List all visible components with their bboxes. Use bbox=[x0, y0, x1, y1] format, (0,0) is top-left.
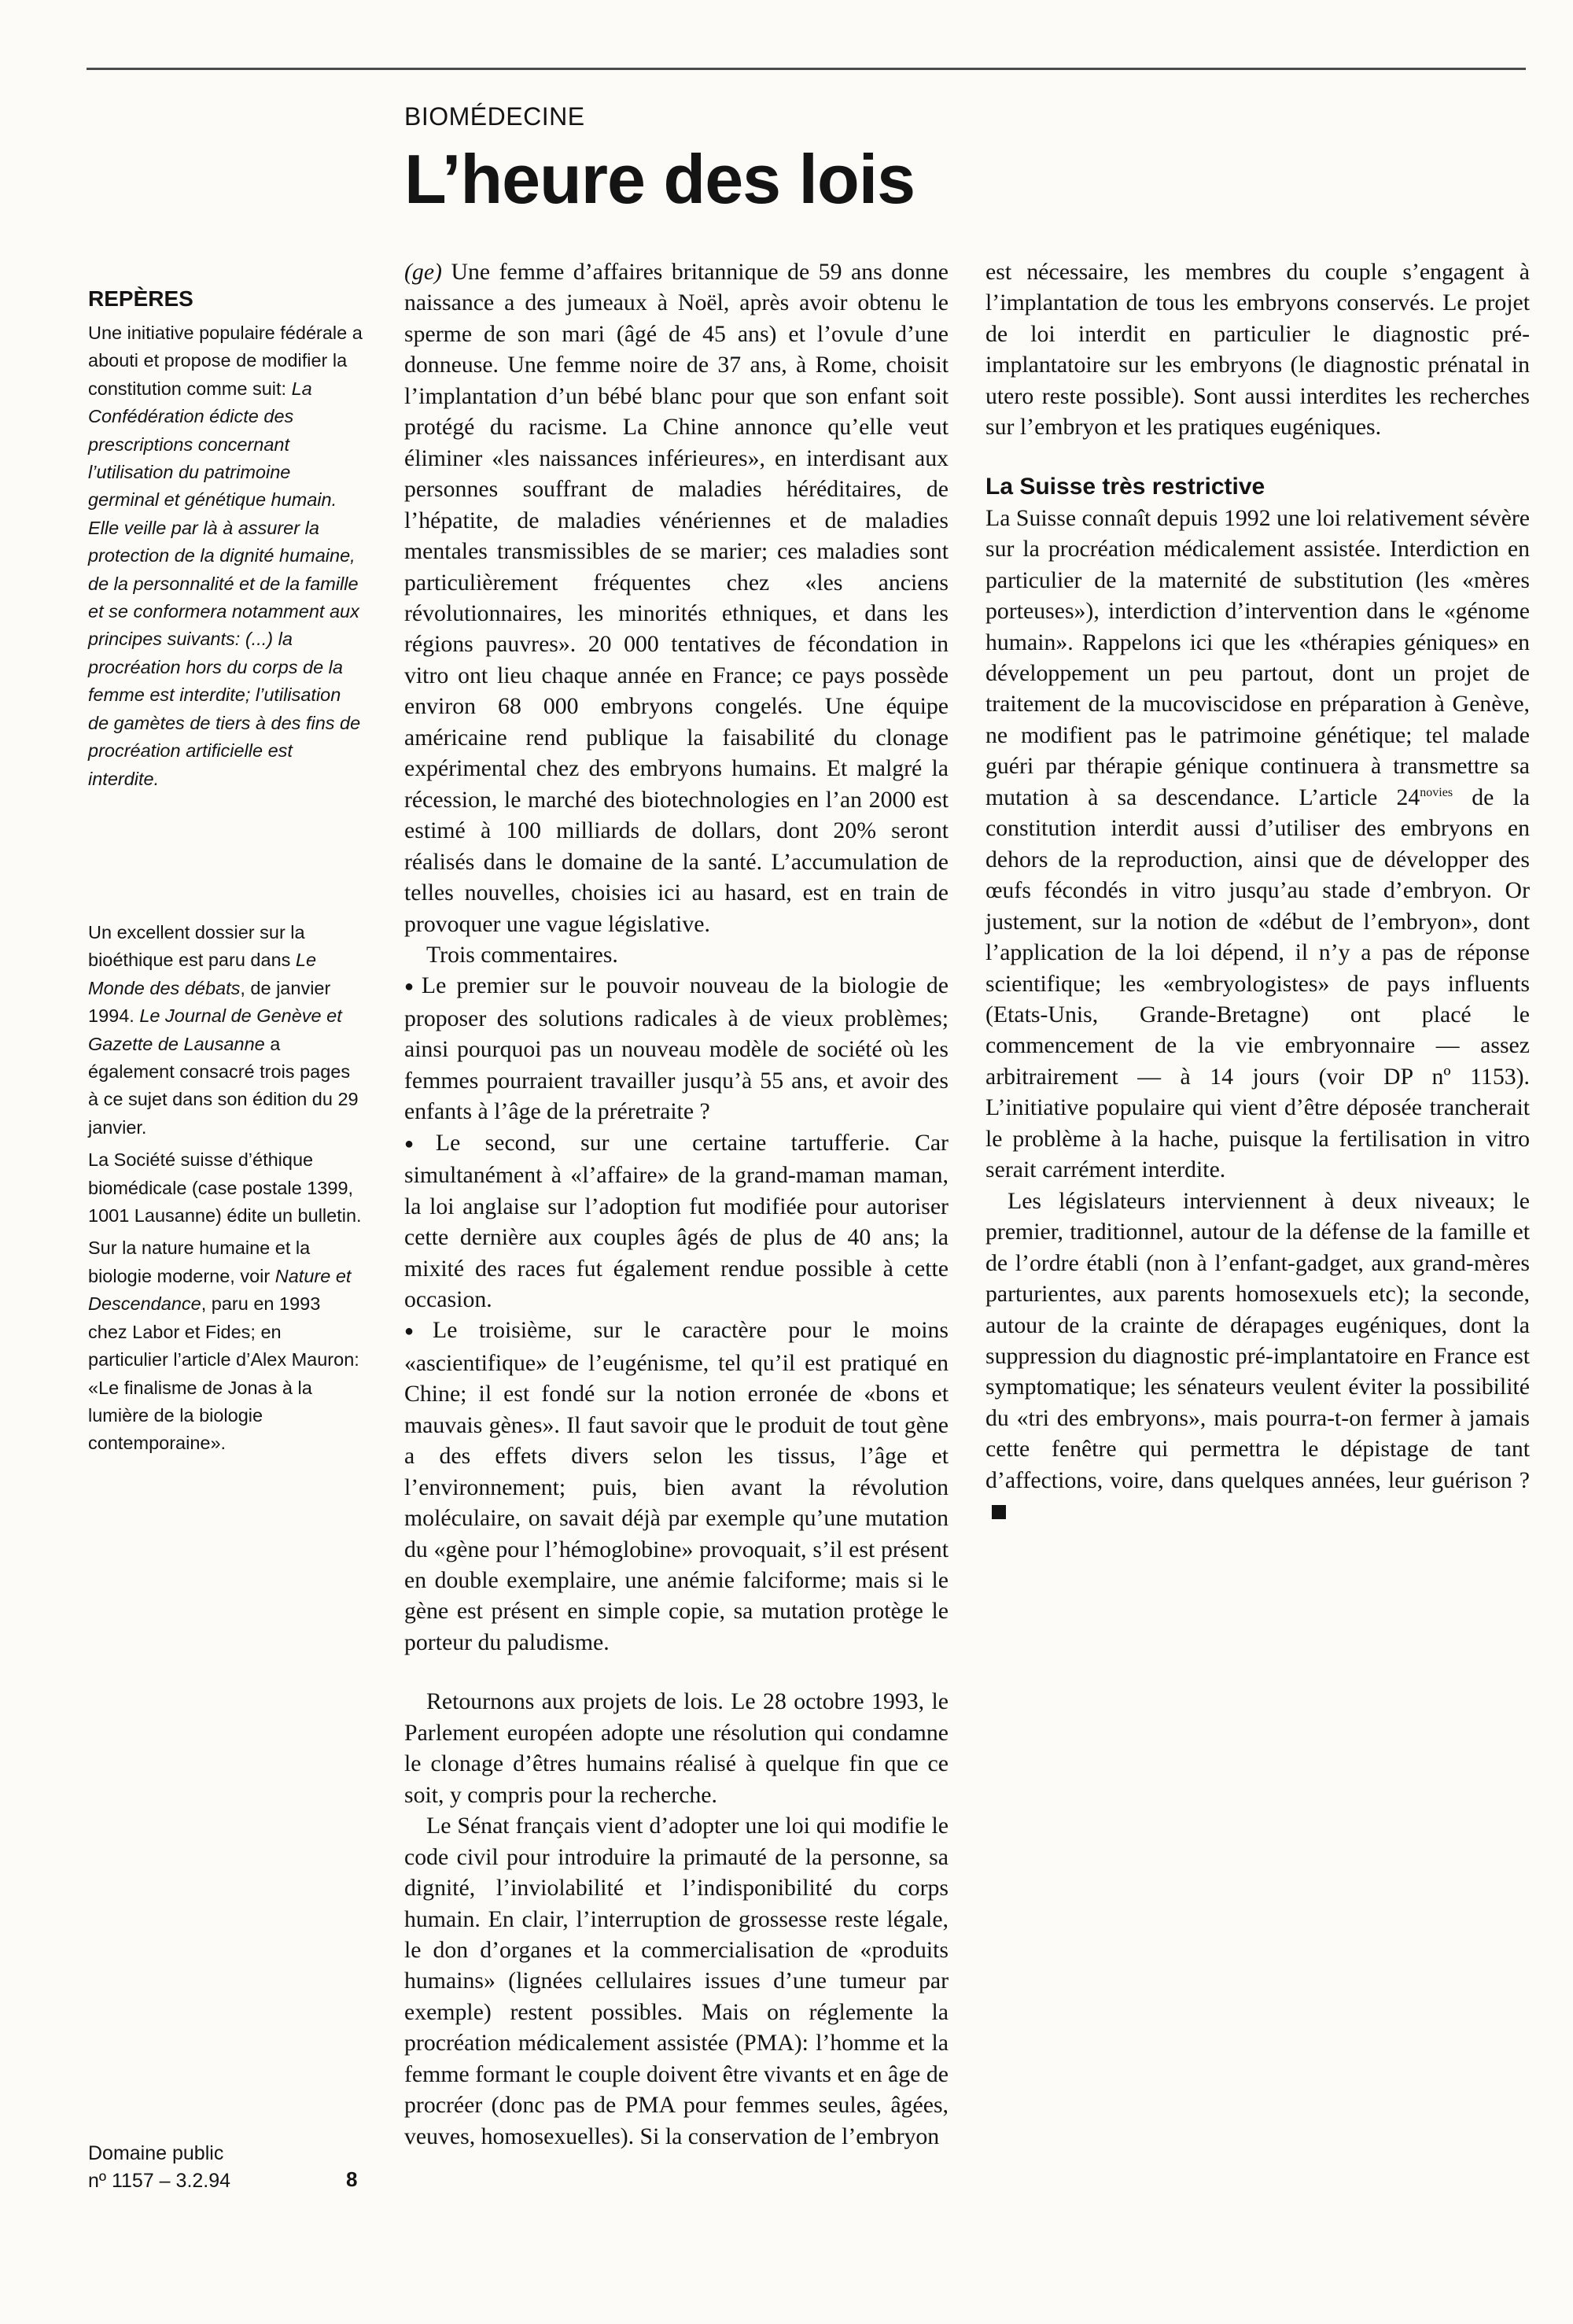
sidebar-quote: La Confédération édicte des prescriptions concernant l’utilisation du patrimoine germinal et génétique humain. Elle veille par là à assurer la protection de la dignité humaine, de la personnalité et de la famille et se conformera notamment aux principes suivants: (...) la procréation hors du corps de la femme est interdite; l’utilisation de gamètes de tiers à des fins de procréation artificielle est interdite. bbox=[88, 378, 361, 789]
reference-text: , paru en 1993 chez Labor et Fides; en particulier l’article d’Alex Mauron: «Le finalisme de Jonas à la lumière de la biologie contemporaine». bbox=[88, 1293, 359, 1454]
bullet-point: ● Le second, sur une certaine tartufferie. Car simultanément à «l’affaire» de la grand-maman maman, la loi anglaise sur l’adoption fut modifiée pour autoriser cette dernière aux couples âgés de plus de 40 ans; la mixité des races fut également rendue possible à cette occasion. bbox=[404, 1127, 949, 1315]
reference-nature bbox=[88, 1234, 363, 1457]
sidebar-references bbox=[88, 919, 363, 1463]
top-rule bbox=[87, 68, 1526, 70]
reference-title: Nature et Descendance bbox=[88, 1265, 352, 1315]
paragraph-text: de la constitution interdit aussi d’utiliser des embryons en dehors de la reproduction, ainsi que de développer des œufs fécondés in vitro jusqu’au stade d’embryon. Or justement, sur la notion de «début de l’embryon», dont l’application de la loi dépend, il n’y a pas de réponse scientifique; les «embryologistes» de pays influents (Etats-Unis, Grande-Bretagne) ont placé le commencement de la vie embryonnaire — assez arbitrairement — à 14 jours (voir DP nº 1153). L’initiative populaire qui vient d’être déposée trancherait le problème à la hache, puisque la fertilisation in vitro serait carrément interdite. bbox=[985, 784, 1530, 1183]
sidebar-heading: REPÈRES bbox=[88, 286, 193, 311]
issue-number: nº 1157 – 3.2.94 bbox=[88, 2170, 231, 2192]
author-tag: (ge) bbox=[404, 259, 442, 285]
reference-text: Un excellent dossier sur la bioéthique est paru dans bbox=[88, 922, 305, 971]
reference-title: Le Monde des débats bbox=[88, 950, 317, 998]
sidebar-reperes bbox=[88, 283, 363, 793]
publication-name: Domaine public bbox=[88, 2142, 224, 2164]
paragraph bbox=[985, 1186, 1530, 1527]
article-title: L’heure des lois bbox=[404, 140, 915, 218]
reference-text: a également consacré trois pages à ce sujet dans son édition du 29 janvier. bbox=[88, 1033, 359, 1138]
reference-title: Le Journal de Genève et Gazette de Lausanne bbox=[88, 1005, 342, 1054]
page-number: 8 bbox=[346, 2167, 358, 2191]
paragraph: Retournons aux projets de lois. Le 28 octobre 1993, le Parlement européen adopte une résolution qui condamne le clonage d’êtres humains réalisé à quelque fin que ce soit, y compris pour la recherche. bbox=[404, 1688, 949, 1808]
paragraph-text: Une femme d’affaires britannique de 59 ans donne naissance a des jumeaux à Noël, après avoir obtenu le sperme de son mari (âgé de 45 ans) et l’ovule d’une donneuse. Une femme noire de 37 ans, à Rome, choisit l’implantation d’un bébé blanc pour que son enfant soit protégé du racisme. La Chine annonce qu’elle veut éliminer «les naissances inférieures», en interdisant aux personnes souffrant de maladies héréditaires, de l’hépatite, de maladies vénériennes et de maladies mentales transmissibles de se marier; ces maladies sont particulièrement fréquentes chez «les anciens révolutionnaires, les minorités ethniques, et dans les régions pauvres». 20 000 tentatives de fécondation in vitro ont lieu chaque année en France; ce pays possède environ 68 000 embryons congelés. Une équipe américaine rend publique la faisabilité du clonage expérimental chez des embryons humains. Et malgré la récession, le marché des biotechnologies en l’an 2000 est estimé à 100 milliards de dollars, dont 20% seront réalisés dans le domaine de la santé. L’accumulation de telles nouvelles, choisies ici au hasard, est en train de provoquer une vague législative. bbox=[404, 259, 949, 937]
paragraph: Le Sénat français vient d’adopter une loi qui modifie le code civil pour introduire la primauté de la personne, sa dignité, l’inviolabilité et l’indisponibilité du corps humain. En clair, l’interruption de grossesse reste légale, le don d’organes et la commercialisation de «produits humains» (lignées cellulaires issues d’une tumeur par exemple) restent possibles. Mais on réglemente la procréation médicalement assistée (PMA): l’homme et la femme formant le couple doivent être vivants et en âge de procréer (donc pas de PMA pour femmes seules, âgées, veuves, homosexuelles). Si la conservation de l’embryon bbox=[404, 1813, 949, 2149]
article-column-2 bbox=[985, 256, 1530, 1527]
reference-text: , de janvier 1994. bbox=[88, 977, 331, 1027]
sidebar-text bbox=[88, 319, 363, 793]
rubric: BIOMÉDECINE bbox=[404, 102, 585, 131]
paragraph-text: Les législateurs interviennent à deux niveaux; le premier, traditionnel, autour de la défense de la famille et de l’ordre établi (non à l’enfant-gadget, aux grand-mères parturientes, aux parents homosexuels etc); la seconde, autour de la crainte de dérapages eugéniques, dont la suppression du diagnostic pré-implantatoire en France est symptomatique; les sénateurs veulent éviter la possibilité du «tri des embryons», mais pourra-t-on fermer à jamais cette fenêtre qui permettra le dépistage de tant d’affections, voire, dans quelques années, leur guérison ? bbox=[985, 1187, 1530, 1493]
bullet-point: ● Le troisième, sur le caractère pour le moins «ascientifique» de l’eugénisme, tel qu’il est pratiqué en Chine; il est fondé sur la notion erronée de «bons et mauvais gènes». Il faut savoir que le produit de tout gène a des effets divers selon les tissus, l’âge et l’environnement; puis, bien avant la révolution moléculaire, on savait déjà par exemple qu’une mutation du «gène pour l’hémoglobine» provoquait, s’il est présent en double exemplaire, une anémie falciforme; mais si le gène est présent en simple copie, sa mutation protège le porteur du paludisme. bbox=[404, 1315, 949, 1658]
section-subheading: La Suisse très restrictive bbox=[985, 473, 1265, 500]
end-mark-icon bbox=[992, 1505, 1006, 1519]
paragraph: Trois commentaires. bbox=[426, 941, 618, 968]
superscript: novies bbox=[1420, 785, 1453, 799]
article-column-1 bbox=[404, 256, 949, 2152]
reference-societe: La Société suisse d’éthique biomédicale (case postale 1399, 1001 Lausanne) édite un bulletin. bbox=[88, 1149, 362, 1227]
reference-dossier bbox=[88, 919, 363, 1142]
paragraph bbox=[404, 256, 949, 939]
paragraph-continued: est nécessaire, les membres du couple s’engagent à l’implantation de tous les embryons conservés. Le projet de loi interdit en particulier le diagnostic pré-implantatoire sur les embryons (le diagnostic prénatal in utero reste possible). Sont aussi interdites les recherches sur l’embryon et les pratiques eugéniques. bbox=[985, 259, 1530, 441]
paragraph bbox=[985, 503, 1530, 1186]
bullet-point: ● Le premier sur le pouvoir nouveau de la biologie de proposer des solutions radicales à de vieux problèmes; ainsi pourquoi pas un nouveau modèle de société où les femmes pourraient travailler jusqu’à 55 ans, et avoir des enfants à l’âge de la préretraite ? bbox=[404, 970, 949, 1127]
reference-text: Sur la nature humaine et la biologie moderne, voir bbox=[88, 1238, 311, 1286]
sidebar-intro: Une initiative populaire fédérale a abouti et propose de modifier la constitution comme suit: bbox=[88, 323, 363, 399]
paragraph-text: La Suisse connaît depuis 1992 une loi relativement sévère sur la procréation médicalement assistée. Interdiction en particulier de la maternité de substitution (les «mères porteuses»), interdiction d’intervention dans le «génome humain». Rappelons ici que les «thérapies géniques» en développement un peu partout, dont un projet de traitement de la mucoviscidose en préparation à Genève, ne modifient pas le patrimoine génétique; tel malade guéri par thérapie génique continuera à transmettre sa mutation à sa descendance. L’article 24 bbox=[985, 504, 1530, 810]
